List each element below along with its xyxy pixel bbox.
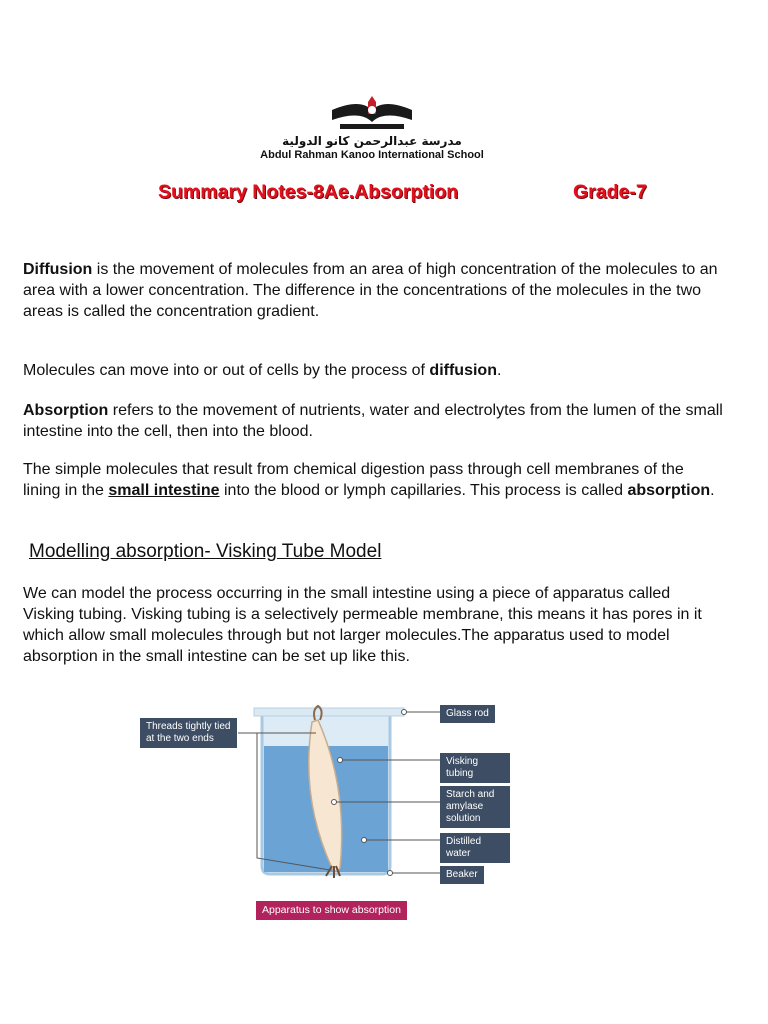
- term-absorption: Absorption: [23, 402, 109, 419]
- label-threads-line1: Threads tightly tied: [146, 721, 231, 732]
- grade-label: Grade-7: [573, 181, 647, 203]
- book-lamp-logo-icon: [210, 96, 534, 136]
- paragraph-text: refers to the movement of nutrients, water and electrolytes from the lumen of the small intestine into the cell, then into the blood.: [23, 402, 723, 440]
- glass-rod: [254, 708, 404, 716]
- section-heading: Modelling absorption- Visking Tube Model: [29, 541, 382, 562]
- school-logo: [210, 96, 534, 162]
- label-visking-tubing: Visking tubing: [440, 753, 510, 783]
- page-title: Summary Notes-8Ae.Absorption: [158, 181, 459, 203]
- paragraph-text: into the blood or lymph capillaries. This process is called: [219, 482, 628, 499]
- label-starch-line1: Starch and: [446, 789, 495, 800]
- label-beaker: Beaker: [440, 866, 484, 884]
- label-distilled-water: Distilled water: [440, 833, 510, 863]
- diagram-caption: Apparatus to show absorption: [256, 901, 407, 920]
- label-threads-line2: at the two ends: [146, 733, 214, 744]
- paragraph-text: .: [496, 362, 502, 379]
- paragraph-text: .: [710, 482, 715, 499]
- paragraph-visking: We can model the process occurring in the small intestine using a piece of apparatus called Visking tubing. Visking tubing is a selectively permeable membrane, this means it has pores in it which allow small molecules through but not larger molecules.The apparatus used to model absorption in the small intestine can be set up like this.: [23, 585, 702, 665]
- school-name-english: Abdul Rahman Kanoo International School: [260, 149, 484, 161]
- label-starch-line2: amylase solution: [446, 801, 484, 824]
- paragraph-text: The simple molecules that result from chemical digestion pass through cell membranes of the lining in the: [23, 461, 684, 499]
- label-starch-amylase: [440, 786, 510, 828]
- term-diffusion: Diffusion: [23, 261, 93, 278]
- label-threads: [140, 718, 237, 748]
- paragraph-diffusion: [23, 259, 723, 322]
- paragraph-text: Molecules can move into or out of cells by the process of: [23, 362, 430, 379]
- term-absorption-bold: absorption: [627, 482, 711, 499]
- paragraph-molecules: [23, 459, 723, 501]
- label-glass-rod: Glass rod: [440, 705, 495, 723]
- paragraph-cells: [23, 360, 723, 381]
- paragraph-absorption: [23, 400, 723, 442]
- term-small-intestine: small intestine: [108, 482, 220, 499]
- absorption-diagram: [140, 698, 510, 928]
- paragraph-text: is the movement of molecules from an area of high concentration of the molecules to an area with a lower concentration. The difference in the concentrations of the molecules in the two areas is called the concentration gradient.: [23, 261, 718, 320]
- school-name-arabic: مدرسة عبدالرحمن كانو الدولية: [282, 134, 462, 148]
- term-diffusion-bold: diffusion: [429, 362, 497, 379]
